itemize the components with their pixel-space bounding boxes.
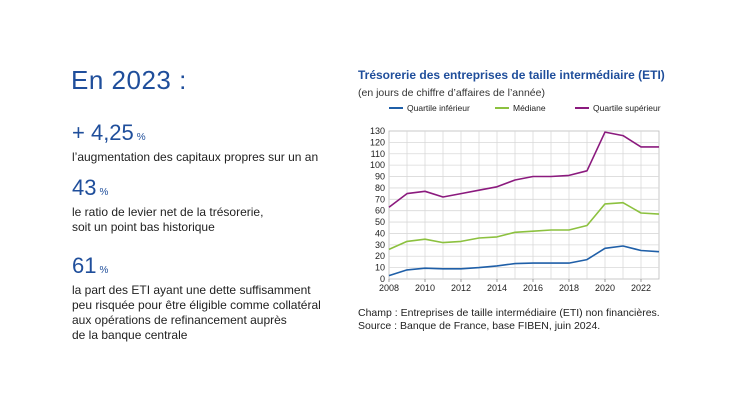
- y-tick-label: 100: [369, 160, 385, 171]
- y-tick-label: 30: [374, 239, 385, 250]
- stat-equity-growth: [72, 121, 342, 165]
- x-tick-label: 2018: [558, 283, 580, 293]
- stat-value: 61 %: [72, 253, 109, 278]
- chart-scope-note: Champ : Entreprises de taille intermédiaire (ETI) non financières.: [358, 307, 660, 319]
- y-tick-label: 10: [374, 262, 385, 273]
- x-tick-label: 2022: [630, 283, 652, 293]
- chart-source-note: Source : Banque de France, base FIBEN, juin 2024.: [358, 320, 601, 332]
- legend-label-3: Quartile supérieur: [593, 103, 661, 113]
- x-tick-label: 2008: [378, 283, 400, 293]
- y-tick-label: 40: [374, 228, 385, 239]
- y-tick-label: 120: [369, 137, 385, 148]
- stat-description: la part des ETI ayant une dette suffisamment peu risquée pour être éligible comme collatéral aux opérations de refinancement auprès de la banque centrale: [72, 283, 321, 342]
- y-tick-label: 20: [374, 251, 385, 262]
- x-tick-label: 2014: [486, 283, 508, 293]
- chart-subtitle: (en jours de chiffre d’affaires de l’année): [358, 87, 545, 99]
- y-tick-label: 80: [374, 182, 385, 193]
- y-tick-label: 0: [379, 274, 385, 284]
- key-figures-heading: En 2023 :: [71, 65, 187, 95]
- key-figures-panel: [0, 0, 340, 410]
- stat-value: + 4,25 %: [72, 120, 146, 145]
- x-tick-label: 2012: [450, 283, 472, 293]
- y-tick-label: 110: [370, 148, 385, 159]
- plot-area: [389, 131, 659, 279]
- chart-title: Trésorerie des entreprises de taille intermédiaire (ETI): [358, 68, 665, 82]
- y-tick-label: 60: [374, 205, 385, 216]
- y-tick-label: 130: [369, 126, 385, 136]
- y-tick-label: 50: [374, 217, 385, 228]
- stat-value: 43 %: [72, 175, 109, 200]
- y-tick-label: 90: [374, 171, 385, 182]
- y-tick-label: 70: [374, 194, 385, 205]
- chart-notes: [358, 307, 660, 333]
- stat-eligible-debt-share: [72, 254, 342, 343]
- x-tick-label: 2010: [414, 283, 436, 293]
- legend-label-1: Quartile inférieur: [407, 103, 470, 113]
- treasury-line-chart: [355, 100, 725, 310]
- stat-description: l’augmentation des capitaux propres sur un an: [72, 150, 319, 164]
- x-tick-label: 2016: [522, 283, 544, 293]
- legend-label-2: Médiane: [513, 103, 546, 113]
- stat-leverage-ratio: [72, 176, 342, 235]
- x-tick-label: 2020: [594, 283, 616, 293]
- stat-description: le ratio de levier net de la trésorerie, soit un point bas historique: [72, 205, 264, 234]
